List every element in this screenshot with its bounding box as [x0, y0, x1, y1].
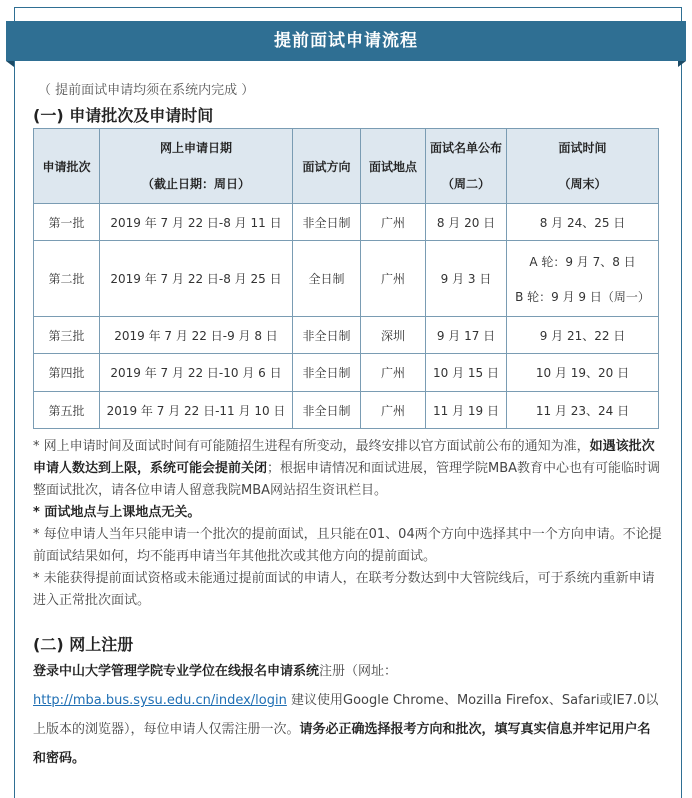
schedule-table [33, 128, 659, 429]
header-batch: 申请批次 [34, 129, 100, 204]
ribbon-fold-left [6, 61, 14, 67]
table-row: 第一批 2019 年 7 月 22 日-8 月 11 日 非全日制 广州 8 月 20 日 8 月 24、25 日 [34, 204, 659, 241]
note-4: * 未能获得提前面试资格或未能通过提前面试的申请人，在联考分数达到中大管院线后，可于系统内重新申请进入正常批次面试。 [33, 571, 655, 608]
table-header-row [34, 129, 659, 204]
table-row: 第四批 2019 年 7 月 22 日-10 月 6 日 非全日制 广州 10 月 15 日 10 月 19、20 日 [34, 354, 659, 392]
header-direction: 面试方向 [293, 129, 361, 204]
section-heading-schedule: (一) 申请批次及申请时间 [33, 106, 214, 125]
note-3: * 每位申请人当年只能申请一个批次的提前面试，且只能在01、04两个方向中选择其中一个方向申请。不论提前面试结果如何，均不能再申请当年其他批次或其他方向的提前面试。 [33, 527, 662, 564]
header-location: 面试地点 [361, 129, 426, 204]
note-2: * 面试地点与上课地点无关。 [33, 505, 201, 520]
table-row: 第三批 2019 年 7 月 22 日-9 月 8 日 非全日制 深圳 9 月 17 日 9 月 21、22 日 [34, 317, 659, 354]
table-row: 第二批 2019 年 7 月 22 日-8 月 25 日 全日制 广州 9 月 3 日 A 轮：9 月 7、8 日 B 轮：9 月 9 日（周一） [34, 241, 659, 317]
note-1: * 网上申请时间及面试时间有可能随招生进程有所变动，最终安排以官方面试前公布的通知为准，如遇该批次申请人数达到上限，系统可能会提前关闭；根据申请情况和面试进展，管理学院MBA教育中心也有可能临时调整面试批次，请各位申请人留意我院MBA网站招生资讯栏目。 [33, 439, 661, 498]
page-title: 提前面试申请流程 [274, 31, 418, 51]
notes-block [33, 436, 663, 612]
header-list: 面试名单公布 （周二） [426, 129, 507, 204]
ribbon-fold-right [678, 61, 686, 67]
header-time: 面试时间 （周末） [507, 129, 659, 204]
intro-note: （ 提前面试申请均须在系统内完成 ） [38, 83, 255, 98]
table-row: 第五批 2019 年 7 月 22 日-11 月 10 日 非全日制 广州 11 月 19 日 11 月 23、24 日 [34, 392, 659, 429]
register-link[interactable]: http://mba.bus.sysu.edu.cn/index/login [33, 693, 287, 708]
title-ribbon [6, 21, 686, 61]
section-heading-register: (二) 网上注册 [33, 635, 134, 654]
header-date: 网上申请日期 （截止日期：周日） [100, 129, 293, 204]
register-paragraph: 登录中山大学管理学院专业学位在线报名申请系统注册（网址： http://mba.bus.sysu.edu.cn/index/login 建议使用Google Chrome、Mozilla Firefox、Safari或IE7.0以上版本的浏览器），每位申请人仅需注册一次。请务必正确选择报考方向和批次，填写真实信息并牢记用户名和密码。 [33, 664, 659, 766]
